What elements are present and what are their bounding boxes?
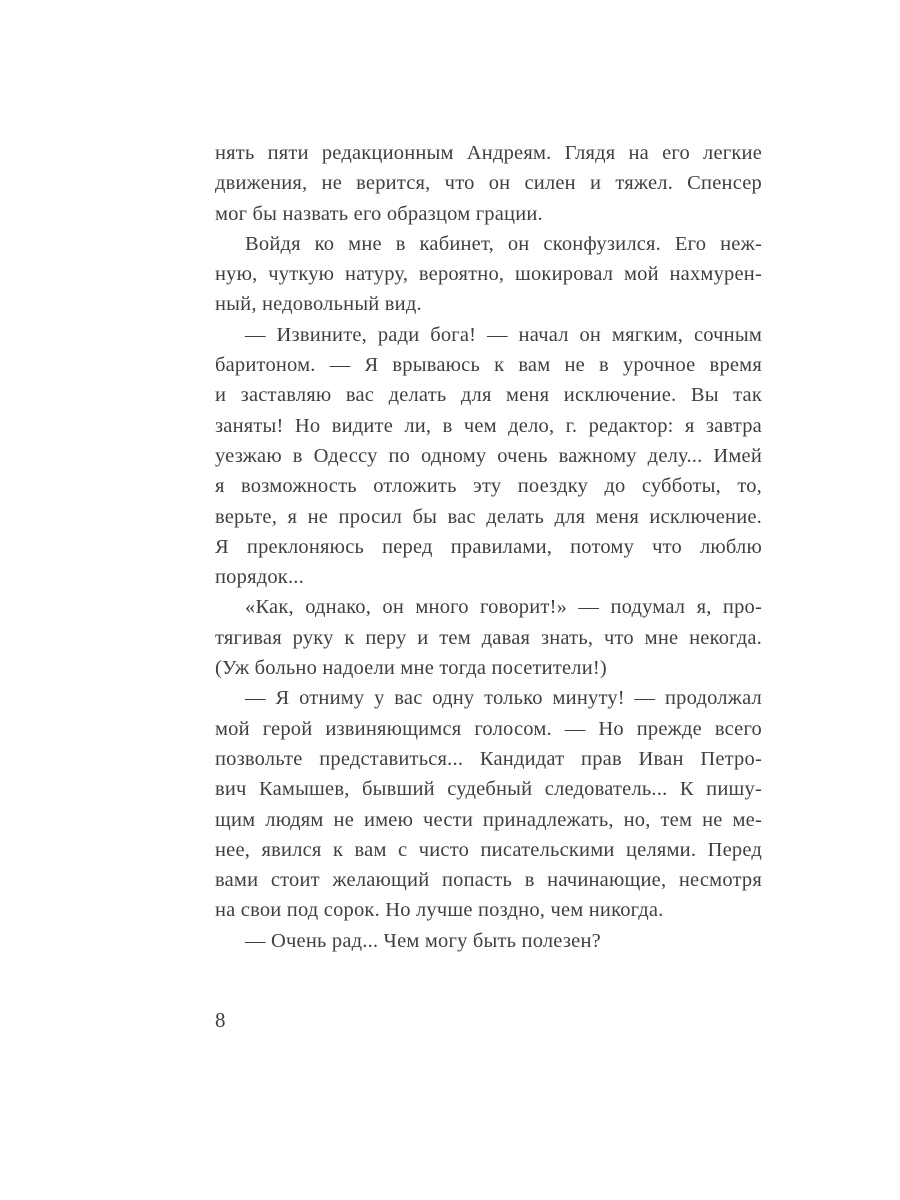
text-line: я возможность отложить эту поездку до субботы, то, [215, 475, 762, 498]
text-line: щим людям не имею чести принадлежать, но, тем не ме- [215, 808, 762, 831]
text-line: на свои под сорок. Но лучше поздно, чем никогда. [215, 899, 664, 922]
text-line: и заставляю вас делать для меня исключение. Вы так [215, 384, 762, 407]
text-line: «Как, однако, он много говорит!» — подумал я, про- [245, 596, 762, 619]
text-line: заняты! Но видите ли, в чем дело, г. редактор: я завтра [215, 414, 762, 437]
text-line: Я преклоняюсь перед правилами, потому что люблю [215, 535, 762, 558]
text-line: вич Камышев, бывший судебный следователь... К пишу- [215, 778, 762, 801]
text-line: — Извините, ради бога! — начал он мягким, сочным [245, 323, 762, 346]
text-line: (Уж больно надоели мне тогда посетители!) [215, 657, 607, 680]
paragraph [215, 229, 762, 320]
text-line: баритоном. — Я врываюсь к вам не в урочное время [215, 354, 762, 377]
text-line: мог бы назвать его образцом грации. [215, 202, 543, 225]
paragraph [215, 926, 762, 956]
paragraph [215, 592, 762, 683]
text-line: верьте, я не просил бы вас делать для меня исключение. [215, 505, 762, 528]
paragraph [215, 138, 762, 229]
paragraph [215, 683, 762, 925]
page-number: 8 [215, 1008, 226, 1032]
text-line: — Я отниму у вас одну только минуту! — продолжал [245, 687, 762, 710]
text-line: уезжаю в Одессу по одному очень важному делу... Имей [215, 444, 762, 467]
text-line: мой герой извиняющимся голосом. — Но прежде всего [215, 717, 762, 740]
text-line: Войдя ко мне в кабинет, он сконфузился. Его неж- [245, 232, 762, 255]
text-line: движения, не верится, что он силен и тяжел. Спенсер [215, 172, 762, 195]
text-line: ный, недовольный вид. [215, 293, 422, 316]
text-block [215, 138, 762, 956]
text-line: порядок... [215, 566, 304, 589]
text-line: — Очень рад... Чем могу быть полезен? [245, 929, 601, 952]
text-line: ную, чуткую натуру, вероятно, шокировал мой нахмурен- [215, 263, 762, 286]
text-line: нять пяти редакционным Андреям. Глядя на его легкие [215, 142, 762, 164]
text-line: вами стоит желающий попасть в начинающие, несмотря [215, 869, 762, 892]
text-line: нее, явился к вам с чисто писательскими целями. Перед [215, 838, 762, 861]
text-line: позвольте представиться... Кандидат прав Иван Петро- [215, 747, 762, 770]
paragraph [215, 320, 762, 593]
text-line: тягивая руку к перу и тем давая знать, что мне некогда. [215, 626, 762, 649]
